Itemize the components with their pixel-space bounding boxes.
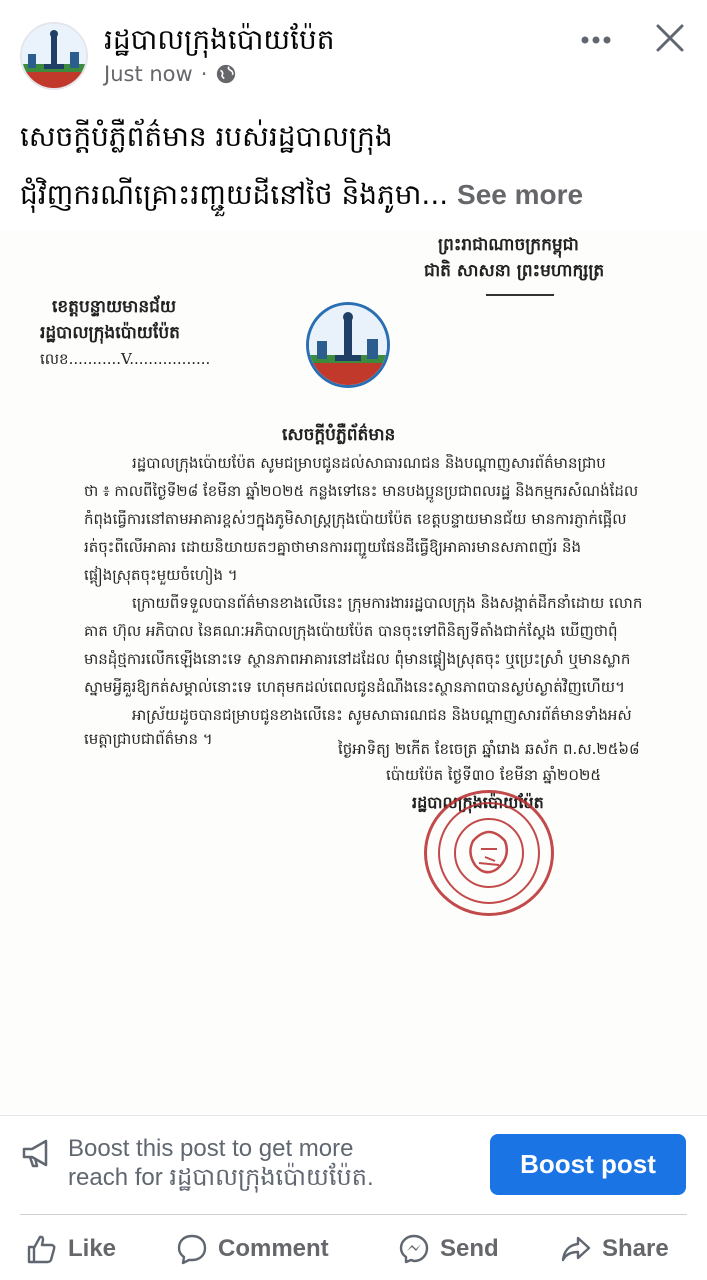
doc-body-line: ផ្ដៀងស្រុតចុះមួយចំហៀង ។ <box>84 566 238 584</box>
doc-body-line: កំពុងធ្វើការនៅតាមអាគារខ្ពស់ៗក្នុងភូមិសាស្ត្រក្រុងប៉ោយប៉ែត ខេត្តបន្ទាយមានជ័យ មានការភ្ញាក់ផ្អើល <box>84 510 627 528</box>
page-name[interactable]: រដ្ឋបាលក្រុងប៉ោយប៉ែត <box>104 23 335 56</box>
doc-body-line: មានដុំថ្មការលើកឡើងនោះទេ ស្ថានភាពអាគារនៅដដែល ពុំមានផ្ដៀងស្រុតចុះ ឬប្រេះស្រាំ ឬមានស្លាក <box>84 650 631 668</box>
doc-body-line: រដ្ឋបាលក្រុងប៉ោយប៉ែត សូមជម្រាបជូនដល់សាធារណជន និងបណ្ដាញសារព័ត៌មានជ្រាប <box>132 454 606 472</box>
send-button[interactable] <box>398 1222 499 1276</box>
comment-bubble-icon <box>176 1233 208 1265</box>
doc-date-lunar: ថ្ងៃអាទិត្យ ២កើត ខែចេត្រ ឆ្នាំរោង ឆស័ក ព.ស.២៥៦៨ <box>338 740 640 758</box>
boost-prompt-line-2: reach for រដ្ឋបាលក្រុងប៉ោយប៉ែត. <box>68 1164 374 1191</box>
official-seal <box>424 790 554 916</box>
comment-label: Comment <box>218 1235 329 1262</box>
share-arrow-icon <box>560 1233 592 1265</box>
boost-divider <box>0 1115 707 1116</box>
page-avatar[interactable] <box>20 22 88 90</box>
more-dots-icon <box>580 35 612 45</box>
post-actions-bar <box>0 1222 707 1276</box>
doc-body-line: ថា ៖ កាលពីថ្ងៃទី២៨ ខែមីនា ឆ្នាំ២០២៥ កន្លងទៅនេះ មានបងប្អូនប្រជាពលរដ្ឋ និងកម្មករសំណង់ដែល <box>84 482 639 500</box>
post-document-image[interactable] <box>0 230 707 1115</box>
caption-line-2-wrap <box>20 166 690 224</box>
send-label: Send <box>440 1235 499 1262</box>
doc-body-line: មេត្តាជ្រាបជាព័ត៌មាន ។ <box>84 730 213 748</box>
doc-motto: ជាតិ សាសនា ព្រះមហាក្សត្រ <box>424 261 605 281</box>
doc-administration: រដ្ឋបាលក្រុងប៉ោយប៉ែត <box>40 323 180 343</box>
doc-body-line: ស្នាមអ្វីគួរឱ្យកត់សម្គាល់នោះទេ ហេតុមកដល់ពេលជូនដំណឹងនេះស្ថានភាពបានស្ងប់ស្ងាត់វិញហើយ។ <box>84 678 625 696</box>
doc-signer: រដ្ឋបាលក្រុងប៉ោយប៉ែត <box>412 793 544 812</box>
doc-date-solar: ប៉ោយប៉ែត ថ្ងៃទី៣០ ខែមីនា ឆ្នាំ២០២៥ <box>386 766 601 784</box>
doc-kingdom: ព្រះរាជាណាចក្រកម្ពុជា <box>438 235 579 255</box>
more-options-button[interactable] <box>574 22 618 58</box>
caption-line-1: សេចក្ដីបំភ្លឺព័ត៌មាន របស់រដ្ឋបាលក្រុង <box>20 120 393 153</box>
like-label: Like <box>68 1235 117 1262</box>
close-icon <box>655 23 685 53</box>
like-button[interactable] <box>26 1222 116 1276</box>
globe-icon[interactable] <box>215 63 237 85</box>
share-button[interactable] <box>560 1222 669 1276</box>
doc-body-line: រត់ចុះពីលើអាគារ ដោយនិយាយតៗគ្នាថាមានការរញ្ជួយផែនដីធ្វើឱ្យអាគារមានសភាពញ័រ និង <box>84 538 582 556</box>
share-label: Share <box>602 1235 669 1262</box>
city-emblem-icon <box>309 305 387 385</box>
post-meta <box>104 62 237 86</box>
doc-body-line: គាត ហ៊ុល អភិបាល នៃគណៈអភិបាលក្រុងប៉ោយប៉ែត បានចុះទៅពិនិត្យទីតាំងជាក់ស្ដែង ឃើញថាពុំ <box>84 622 618 640</box>
doc-number: លេខ...........V................. <box>40 350 211 368</box>
post-caption <box>20 108 690 224</box>
doc-body-line: ក្រោយពីទទួលបានព័ត៌មានខាងលើនេះ ក្រុមការងាររដ្ឋបាលក្រុង និងសង្កាត់ដឹកនាំដោយ លោក <box>132 594 643 612</box>
doc-body-line: អាស្រ័យដូចបានជម្រាបជូនខាងលើនេះ សូមសាធារណជន និងបណ្ដាញសារព័ត៌មានទាំងអស់ <box>132 706 632 724</box>
seal-stamp-icon <box>427 793 551 913</box>
doc-title: សេចក្ដីបំភ្លឺព័ត៌មាន <box>282 425 396 445</box>
close-button[interactable] <box>648 16 692 60</box>
comment-button[interactable] <box>176 1222 329 1276</box>
city-emblem-icon <box>22 24 86 88</box>
post-timestamp[interactable]: Just now <box>104 62 193 86</box>
meta-separator: · <box>200 62 208 86</box>
actions-divider <box>20 1214 687 1215</box>
motto-divider <box>486 294 554 296</box>
messenger-icon <box>398 1233 430 1265</box>
post-header <box>0 0 707 100</box>
boost-prompt <box>68 1134 468 1192</box>
thumbs-up-icon <box>26 1233 58 1265</box>
doc-emblem <box>306 302 390 388</box>
doc-province: ខេត្តបន្ទាយមានជ័យ <box>52 297 177 317</box>
megaphone-icon <box>20 1136 54 1170</box>
see-more-link[interactable]: See more <box>457 179 584 210</box>
boost-post-button[interactable]: Boost post <box>490 1134 686 1195</box>
caption-line-2: ជុំវិញករណីគ្រោះរញ្ជួយដីនៅថៃ និងភូមា... <box>20 178 449 211</box>
boost-prompt-line-1: Boost this post to get more <box>68 1135 354 1162</box>
